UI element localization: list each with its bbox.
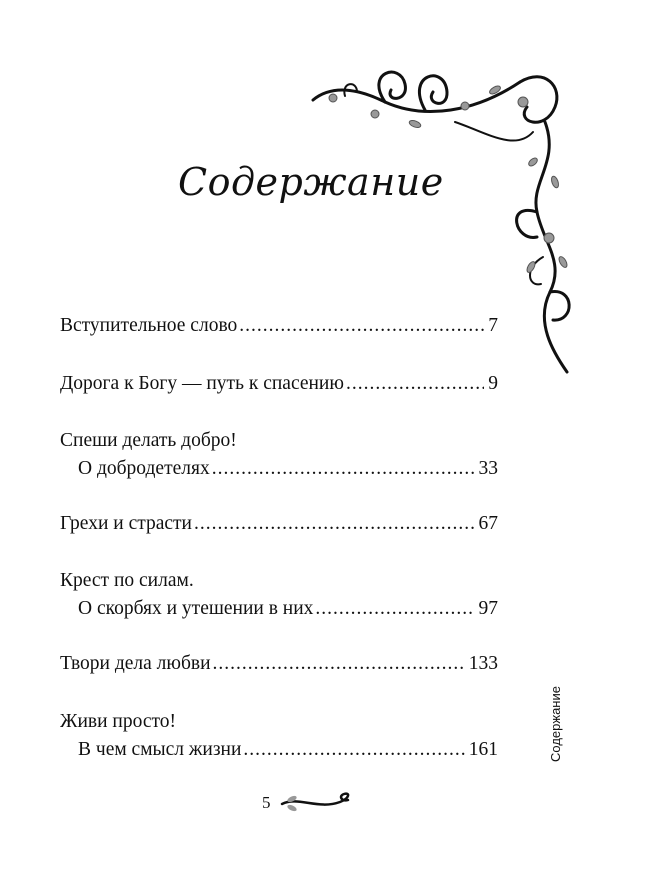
toc-page-number: 97: [478, 598, 498, 619]
toc-page-number: 133: [468, 653, 498, 674]
dot-leader: [315, 595, 474, 623]
toc-entry: [60, 650, 498, 678]
toc-line: [60, 595, 498, 623]
dot-leader: [194, 510, 475, 538]
toc-entry: [60, 510, 498, 538]
toc-line: [60, 370, 498, 398]
page-number: 5: [262, 793, 271, 812]
toc-line: [60, 708, 498, 736]
toc-entry-title: Твори дела любви: [60, 653, 211, 674]
toc-page-number: 161: [468, 739, 498, 760]
dot-leader: [346, 370, 484, 398]
toc-entry-title: Грехи и страсти: [60, 513, 192, 534]
toc-page-number: 67: [478, 513, 498, 534]
dot-leader: [243, 736, 464, 764]
toc-line: [60, 510, 498, 538]
dot-leader: [213, 650, 465, 678]
toc-page-number: 9: [488, 373, 498, 394]
toc-entry-title: Спеши делать добро!: [60, 430, 237, 451]
toc-entry-title: Крест по силам.: [60, 570, 194, 591]
toc-entry-title: Живи просто!: [60, 711, 177, 732]
toc-entry: [60, 427, 498, 483]
toc-entry: [60, 567, 498, 623]
toc-entry-title: Вступительное слово: [60, 315, 238, 336]
toc-line: [60, 312, 498, 340]
toc-entry: [60, 708, 498, 764]
page-title: Содержание: [178, 160, 444, 204]
toc-entry: [60, 370, 498, 398]
toc-line: [60, 455, 498, 483]
toc-line: [60, 567, 498, 595]
dot-leader: [239, 312, 484, 340]
toc-line: [60, 427, 498, 455]
toc-entry-subtitle: О скорбях и утешении в них: [78, 598, 314, 619]
toc-entry: [60, 312, 498, 340]
toc-page-number: 33: [478, 458, 498, 479]
dot-leader: [212, 455, 475, 483]
toc-line: [60, 736, 498, 764]
toc-entry-subtitle: В чем смысл жизни: [78, 739, 242, 760]
toc-entry-subtitle: О добродетелях: [78, 458, 210, 479]
toc-entry-title: Дорога к Богу — путь к спасению: [60, 373, 344, 394]
toc-line: [60, 650, 498, 678]
folio-flourish-ornament: [278, 790, 358, 816]
toc-page-number: 7: [488, 315, 498, 336]
running-head: Содержание: [548, 686, 563, 762]
